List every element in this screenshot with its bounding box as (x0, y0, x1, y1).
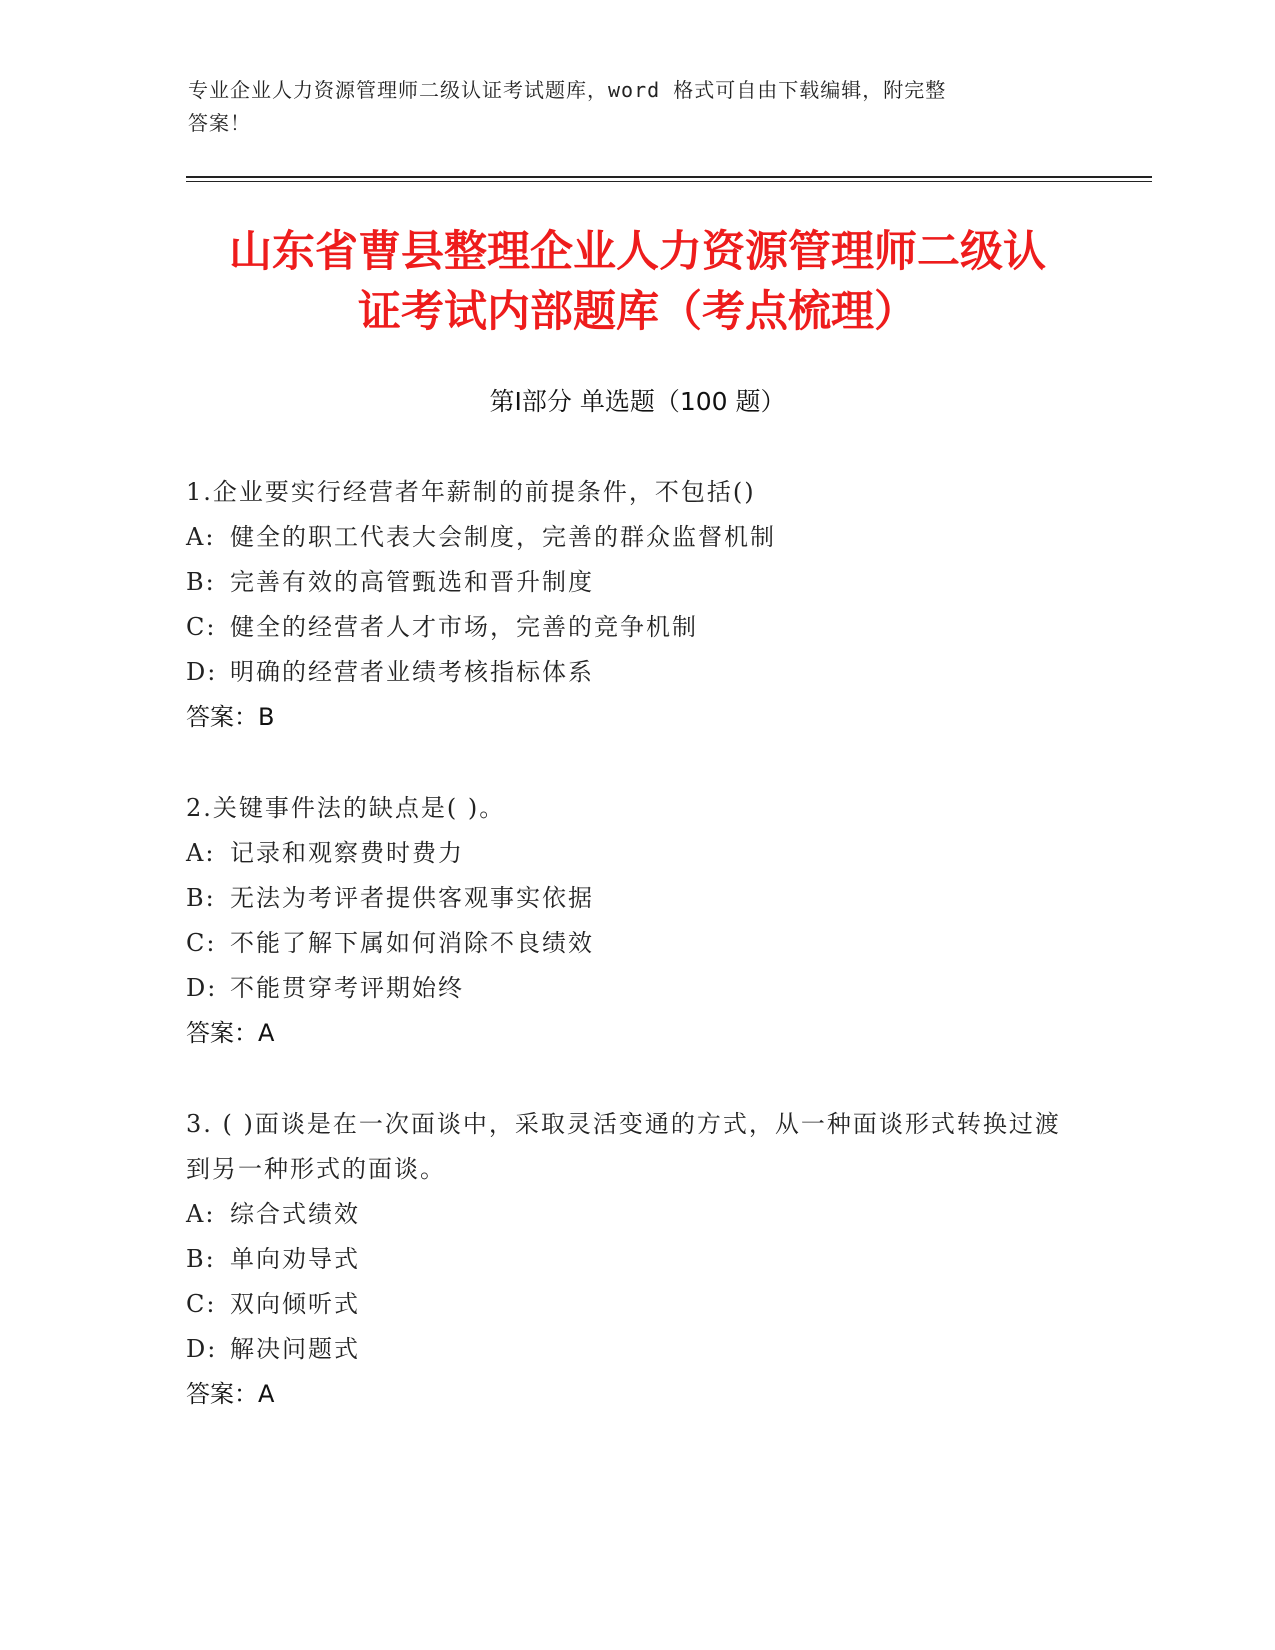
option-text: 不能贯穿考评期始终 (230, 974, 464, 1002)
option-text: 健全的职工代表大会制度，完善的群众监督机制 (230, 523, 776, 551)
option-text: 明确的经营者业绩考核指标体系 (230, 658, 594, 686)
answer-label: 答案： (186, 703, 258, 731)
header-note (188, 74, 1068, 140)
option-d (186, 966, 1066, 1011)
header-divider-thick (186, 176, 1152, 178)
option-text: 单向劝导式 (230, 1245, 360, 1273)
option-key: C: (186, 1290, 217, 1318)
option-b (186, 876, 1066, 921)
option-text: 健全的经营者人才市场，完善的竞争机制 (230, 613, 698, 641)
option-key: B: (186, 884, 216, 912)
answer-line (186, 1011, 1066, 1056)
option-text: 双向倾听式 (230, 1290, 360, 1318)
option-a (186, 1192, 1066, 1237)
option-text: 不能了解下属如何消除不良绩效 (230, 929, 594, 957)
option-key: D: (186, 974, 218, 1002)
question-list (186, 470, 1066, 1463)
option-text: 无法为考评者提供客观事实依据 (230, 884, 594, 912)
header-divider-thin (186, 181, 1152, 182)
question-1 (186, 470, 1066, 740)
option-b (186, 560, 1066, 605)
option-c (186, 1282, 1066, 1327)
question-2 (186, 786, 1066, 1056)
answer-value: B (258, 703, 275, 731)
answer-label: 答案： (186, 1019, 258, 1047)
option-text: 完善有效的高管甄选和晋升制度 (230, 568, 594, 596)
document-title-line-2: 证考试内部题库（考点梳理） (358, 287, 917, 337)
option-text: 记录和观察费时费力 (230, 839, 464, 867)
option-a (186, 515, 1066, 560)
question-stem: 2.关键事件法的缺点是( )。 (186, 794, 506, 822)
option-a (186, 831, 1066, 876)
header-note-line-1: 专业企业人力资源管理师二级认证考试题库，word 格式可自由下载编辑，附完整 (188, 78, 947, 102)
document-title-line-1: 山东省曹县整理企业人力资源管理师二级认 (229, 227, 1046, 277)
section-title: 第Ⅰ部分 单选题（100 题） (489, 387, 786, 416)
question-3 (186, 1102, 1066, 1417)
answer-line (186, 1372, 1066, 1417)
answer-line (186, 695, 1066, 740)
option-text: 综合式绩效 (230, 1200, 360, 1228)
answer-label: 答案： (186, 1380, 258, 1408)
option-c (186, 605, 1066, 650)
option-key: A: (186, 1200, 216, 1228)
option-key: D: (186, 1335, 218, 1363)
option-text: 解决问题式 (230, 1335, 360, 1363)
option-key: C: (186, 613, 217, 641)
document-title (150, 222, 1125, 342)
header-note-line-2: 答案！ (188, 111, 251, 135)
option-key: C: (186, 929, 217, 957)
option-key: A: (186, 839, 216, 867)
question-stem: 1.企业要实行经营者年薪制的前提条件，不包括() (186, 478, 756, 506)
option-c (186, 921, 1066, 966)
answer-value: A (258, 1019, 275, 1047)
question-stem: 3. ( )面谈是在一次面谈中，采取灵活变通的方式，从一种面谈形式转换过渡到另一种形式的面谈。 (186, 1110, 1061, 1183)
option-d (186, 1327, 1066, 1372)
option-d (186, 650, 1066, 695)
option-key: B: (186, 1245, 216, 1273)
option-key: D: (186, 658, 218, 686)
answer-value: A (258, 1380, 275, 1408)
option-key: B: (186, 568, 216, 596)
option-key: A: (186, 523, 216, 551)
option-b (186, 1237, 1066, 1282)
